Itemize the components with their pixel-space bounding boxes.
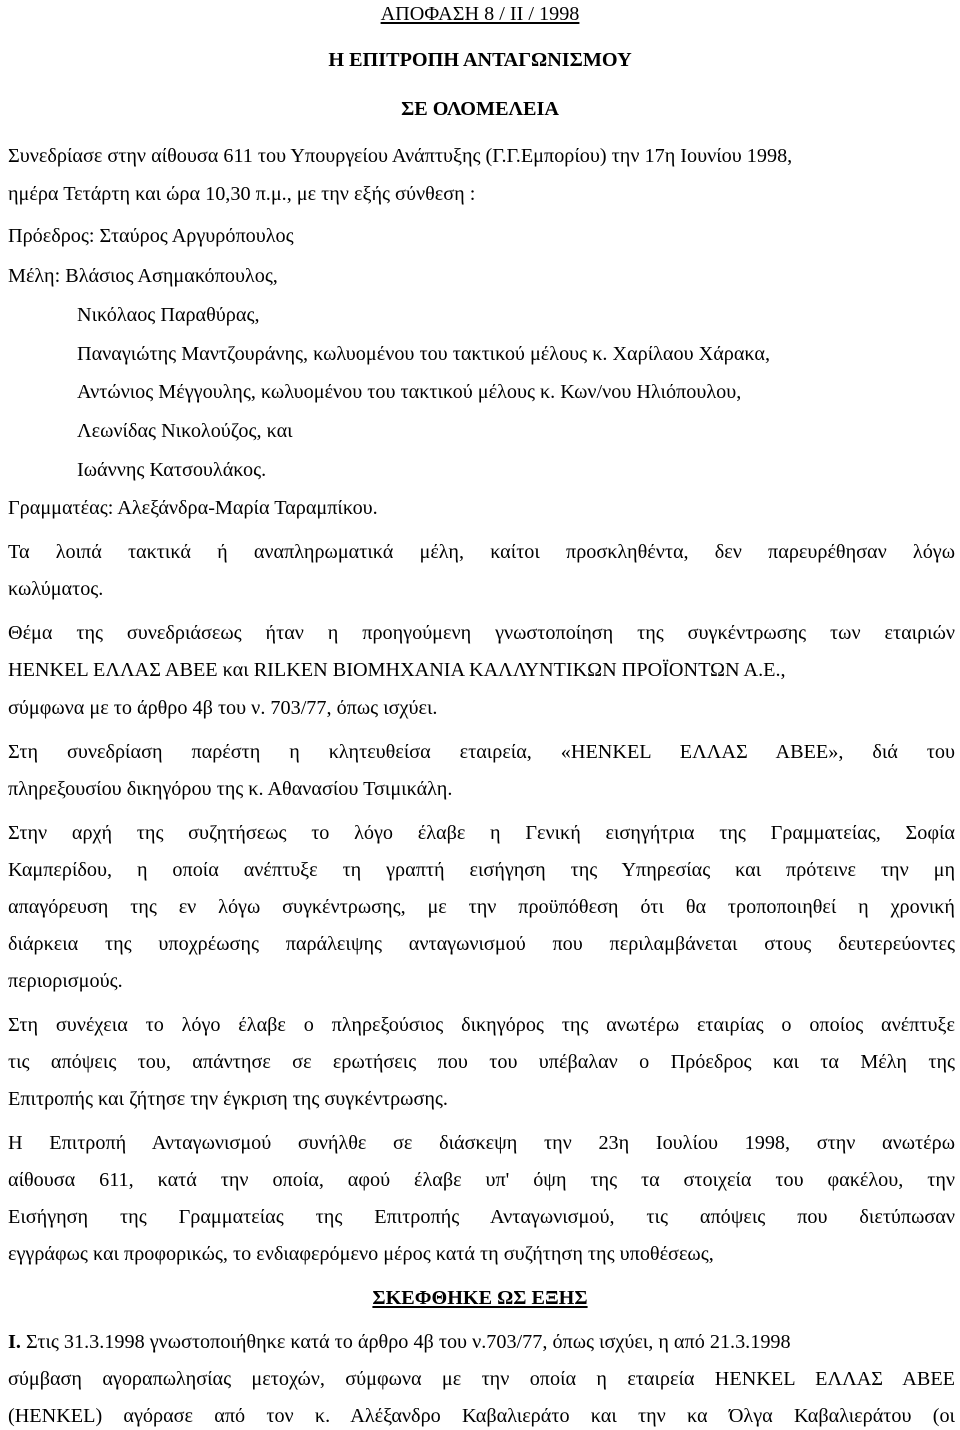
intro-line: Συνεδρίασε στην αίθουσα 611 του Υπουργείου Ανάπτυξης (Γ.Γ.Εμπορίου) την 17η Ιουνίου 1998, <box>8 145 793 167</box>
attorney-paragraph-line: Επιτροπής και ζήτησε την έγκριση της συγκέντρωσης. <box>8 1088 448 1110</box>
deliberation-paragraph-line: αίθουσα 611, κατά την οποία, αφού έλαβε υπ' όψη της τα στοιχεία του φακέλου, την <box>8 1169 955 1191</box>
session-type: ΣΕ ΟΛΟΜΕΛΕΙΑ <box>401 98 559 120</box>
considered-heading: ΣΚΕΦΘΗΚΕ ΩΣ ΕΞΗΣ <box>372 1287 588 1309</box>
intro-line: ημέρα Τετάρτη και ώρα 10,30 π.μ., με την εξής σύνθεση : <box>8 183 476 205</box>
attendance-paragraph-line: Στη συνεδρίαση παρέστη η κλητευθείσα εταιρεία, «HENKEL ΕΛΛΑΣ ΑΒΕΕ», διά του <box>8 741 955 763</box>
section-one-first-line <box>8 1328 791 1356</box>
deliberation-paragraph-line: εγγράφως και προφορικώς, το ενδιαφερόμενο μέρος κατά τη συζήτηση της υποθέσεως, <box>8 1243 714 1265</box>
section-one-line: σύμβαση αγοραπωλησίας μετοχών, σύμφωνα με την οποία η εταιρεία HENKEL ΕΛΛΑΣ ΑΒΕΕ <box>8 1368 955 1390</box>
rapporteur-paragraph-line: απαγόρευση της εν λόγω συγκέντρωσης, με την προϋπόθεση ότι θα τροποποιηθεί η χρονική <box>8 896 955 918</box>
absent-paragraph-line: Τα λοιπά τακτικά ή αναπληρωματικά μέλη, καίτοι προσκληθέντα, δεν παρευρέθησαν λόγω <box>8 541 955 563</box>
member-line: Αντώνιος Μέγγουλης, κωλυομένου του τακτικού μέλους κ. Κων/νου Ηλιόπουλου, <box>77 381 742 403</box>
committee-title: Η ΕΠΙΤΡΟΠΗ ΑΝΤΑΓΩΝΙΣΜΟΥ <box>328 49 632 71</box>
deliberation-paragraph-line: Η Επιτροπή Ανταγωνισμού συνήλθε σε διάσκεψη την 23η Ιουλίου 1998, στην ανωτέρω <box>8 1132 955 1154</box>
rapporteur-paragraph-line: διάρκεια της υποχρέωσης παράλειψης ανταγωνισμού που περιλαμβάνεται στους δευτερεύοντες <box>8 933 955 955</box>
rapporteur-paragraph-line: Στην αρχή της συζητήσεως το λόγο έλαβε η Γενική εισηγήτρια της Γραμματείας, Σοφία <box>8 822 955 844</box>
section-one-line: (HENKEL) αγόρασε από τον κ. Αλέξανδρο Καβαλιεράτο και την κα Όλγα Καβαλιεράτου (οι <box>8 1405 955 1427</box>
member-line: Ιωάννης Κατσουλάκος. <box>77 459 267 481</box>
members-label: Μέλη: Βλάσιος Ασημακόπουλος, <box>8 265 278 287</box>
subject-paragraph-line: Θέμα της συνεδριάσεως ήταν η προηγούμενη γνωστοποίηση της συγκέντρωσης των εταιριών <box>8 622 955 644</box>
deliberation-paragraph-line: Εισήγηση της Γραμματείας της Επιτροπής Ανταγωνισμού, τις απόψεις που διετύπωσαν <box>8 1206 955 1228</box>
member-line: Λεωνίδας Νικολούζος, και <box>77 420 293 442</box>
absent-paragraph-line: κωλύματος. <box>8 578 104 600</box>
attendance-paragraph-line: πληρεξουσίου δικηγόρου της κ. Αθανασίου Τσιμικάλη. <box>8 778 453 800</box>
section-one-text: Στις 31.3.1998 γνωστοποιήθηκε κατά το άρθρο 4β του ν.703/77, όπως ισχύει, η από 21.3.1998 <box>20 1331 791 1353</box>
rapporteur-paragraph-line: περιορισμούς. <box>8 970 123 992</box>
attorney-paragraph-line: τις απόψεις του, απάντησε σε ερωτήσεις που του υπέβαλαν ο Πρόεδρος και τα Μέλη της <box>8 1051 955 1073</box>
decision-number: ΑΠΟΦΑΣΗ 8 / ΙΙ / 1998 <box>380 3 580 25</box>
section-numeral: Ι. <box>8 1331 21 1353</box>
member-line: Παναγιώτης Μαντζουράνης, κωλυομένου του τακτικού μέλους κ. Χαρίλαου Χάρακα, <box>77 343 771 365</box>
secretary-line: Γραμματέας: Αλεξάνδρα-Μαρία Ταραμπίκου. <box>8 497 378 519</box>
subject-paragraph-line: σύμφωνα με το άρθρο 4β του ν. 703/77, όπως ισχύει. <box>8 697 438 719</box>
president-line: Πρόεδρος: Σταύρος Αργυρόπουλος <box>8 225 294 247</box>
attorney-paragraph-line: Στη συνέχεια το λόγο έλαβε ο πληρεξούσιος δικηγόρος της ανωτέρω εταιρίας ο οποίος ανέπτυξε <box>8 1014 955 1036</box>
rapporteur-paragraph-line: Καμπερίδου, η οποία ανέπτυξε τη γραπτή εισήγηση της Υπηρεσίας και πρότεινε την μη <box>8 859 955 881</box>
member-line: Νικόλαος Παραθύρας, <box>77 304 260 326</box>
subject-paragraph-line: HENKEL ΕΛΛΑΣ ΑΒΕΕ και RILKEN ΒΙΟΜΗΧΑΝΙΑ ΚΑΛΛΥΝΤΙΚΩΝ ΠΡΟΪΟΝΤΩΝ Α.Ε., <box>8 659 786 681</box>
